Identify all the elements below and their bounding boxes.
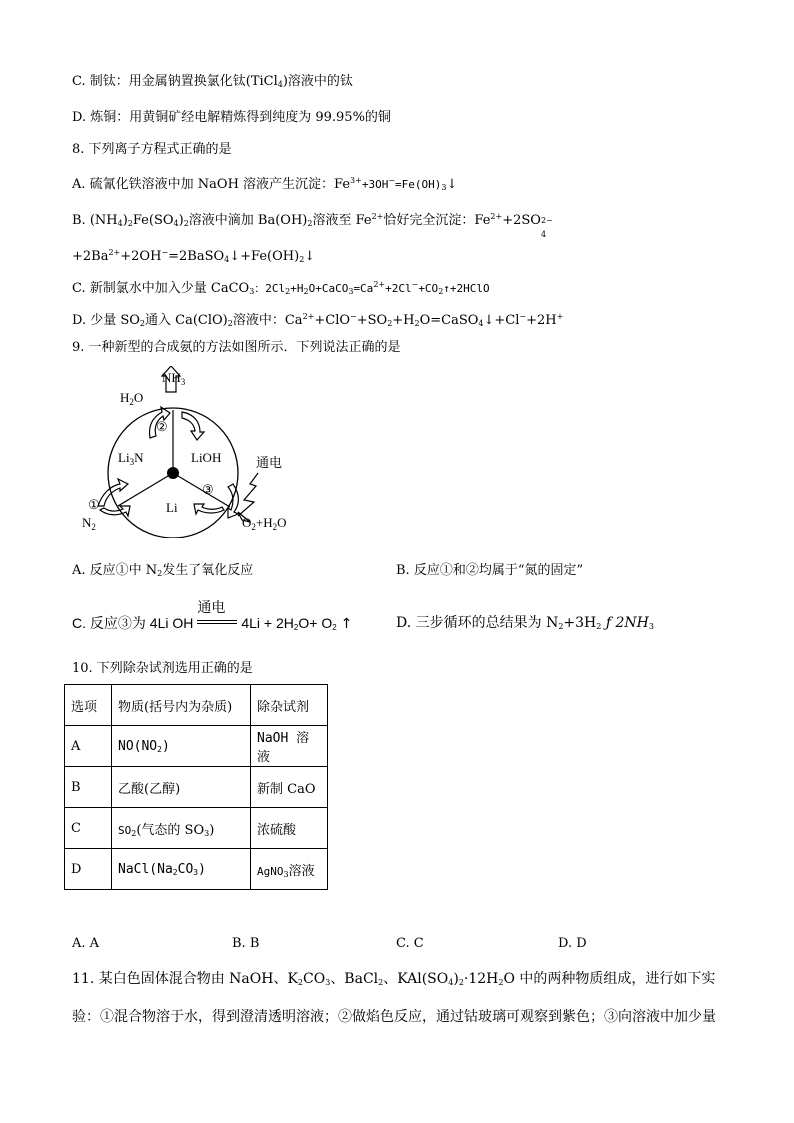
table-cell: A	[65, 726, 112, 767]
table-row	[65, 849, 328, 890]
q8-option-b-line1: B. $(NH_4)_2Fe(SO_4)_2$溶液中滴加 $Ba(OH)_2$溶液至 $Fe^{2+}$恰好完全沉淀：$Fe^{2+}+2SO$ 2− 4	[72, 212, 553, 239]
table-header-row	[65, 685, 328, 726]
center-dot	[167, 467, 179, 479]
q8-option-a: A. 硫氰化铁溶液中加 NaOH 溶液产生沉淀：$Fe^{3+}+3OH^-=Fe(OH)_3↓$	[72, 176, 458, 192]
label-step-2: ②	[156, 419, 168, 434]
ammonia-cycle-diagram	[78, 366, 308, 538]
table-cell: $NO(NO_2)$	[112, 726, 251, 767]
table-header-cell: 除杂试剂	[251, 685, 328, 726]
label-n2: $N_2$	[82, 515, 96, 532]
label-li: Li	[166, 500, 178, 515]
table-cell: $SO_2$(气态的 $SO_3$)	[112, 808, 251, 849]
label-li3n: $Li_3N$	[118, 450, 144, 467]
table-cell: C	[65, 808, 112, 849]
q11-line-2: 验：①混合物溶于水，得到澄清透明溶液；②做焰色反应，通过钴玻璃可观察到紫色；③向溶液中加少量	[72, 1009, 716, 1025]
table-cell: 乙酸(乙醇)	[112, 767, 251, 808]
table-header-cell: 选项	[65, 685, 112, 726]
q9-option-d: D. 三步循环的总结果为 $N_2+3H_2$ ƒ $2NH_3$	[396, 615, 654, 631]
table-cell: NaOH 溶液	[251, 726, 328, 767]
q7-option-d: D. 炼铜：用黄铜矿经电解精炼得到纯度为 99.95%的铜	[72, 110, 391, 125]
q10-choice-d: D. D	[558, 936, 587, 951]
reagent-table	[64, 684, 328, 890]
label-lioh: LiOH	[191, 450, 222, 465]
q9-option-c: C. 反应③为 4Li OH 通电 $4Li + 2H_2O+ O_2$ ↑	[72, 599, 353, 632]
q9-option-a: A. 反应①中 $N_2$发生了氧化反应	[72, 563, 254, 578]
table-cell: D	[65, 849, 112, 890]
q9-option-b: B. 反应①和②均属于“氮的固定”	[396, 563, 584, 578]
q9-stem: 9. 一种新型的合成氨的方法如图所示．下列说法正确的是	[72, 340, 401, 355]
q10-choice-a: A. A	[72, 936, 100, 951]
q8-option-b-line2: $+2Ba^{2+}+2OH^-=2BaSO_4↓+Fe(OH)_2↓$	[72, 248, 316, 264]
label-h2o: $H_2O$	[120, 390, 144, 407]
q10-stem: 10. 下列除杂试剂选用正确的是	[72, 661, 253, 676]
table-cell: 浓硫酸	[251, 808, 328, 849]
q11-line-1: 11. 某白色固体混合物由 NaOH、$K_2CO_3$、BaCl$_2$、$KAl(SO_4)_2\cdot 12H_2O$ 中的两种物质组成，进行如下实	[72, 971, 716, 987]
table-row	[65, 808, 328, 849]
label-nh3: $NH_3$	[162, 370, 186, 387]
electricity-icon	[238, 473, 258, 516]
q10-choice-b: B. B	[232, 936, 260, 951]
q10-choice-c: C. C	[396, 936, 424, 951]
over-arrow: 通电	[197, 614, 237, 628]
left-arrows-icon	[98, 479, 130, 516]
table-cell: 新制 CaO	[251, 767, 328, 808]
q8-option-c: C. 新制氯水中加入少量 CaCO$_3$：$2Cl_2+H_2O+CaCO_3=Ca^{2+}+2Cl^-+CO_2↑+2HClO$	[72, 280, 490, 296]
table-cell: B	[65, 767, 112, 808]
table-cell: $NaCl(Na_2CO_3)$	[112, 849, 251, 890]
q8-option-d: D. 少量 $SO_2$通入 $Ca(ClO)_2$溶液中：$Ca^{2+}+ClO^-+SO_2+H_2O=CaSO_4↓+Cl^-+2H^+$	[72, 312, 564, 328]
label-step-1: ①	[88, 497, 100, 512]
table-header-cell: 物质(括号内为杂质)	[112, 685, 251, 726]
table-row	[65, 767, 328, 808]
label-tongdian: 通电	[256, 455, 283, 470]
table-row	[65, 726, 328, 767]
table-cell: AgNO$_3$溶液	[251, 849, 328, 890]
label-products: $O_2+H_2O$	[242, 515, 287, 532]
q7-option-c: C. 制钛：用金属钠置换氯化钛(TiCl$_4$)溶液中的钛	[72, 74, 353, 89]
q8-stem: 8. 下列离子方程式正确的是	[72, 142, 232, 157]
label-step-3: ③	[202, 482, 214, 497]
